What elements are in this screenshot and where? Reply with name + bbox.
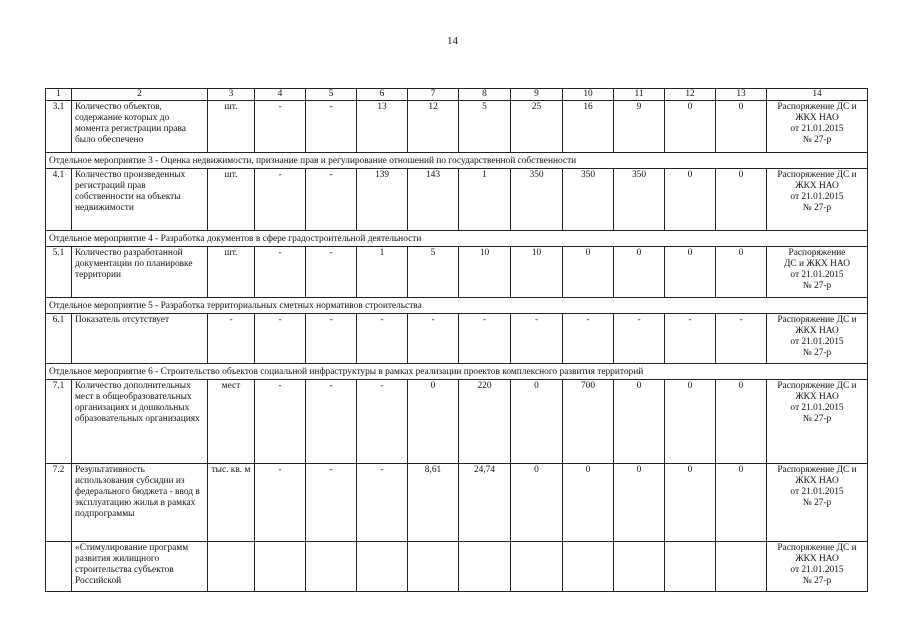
- value-cell: 143: [408, 169, 459, 231]
- value-cell: 700: [563, 380, 614, 464]
- value-cell: 10: [459, 247, 511, 298]
- row-number: 3.1: [46, 101, 72, 153]
- basis-line: № 27-р: [802, 414, 832, 424]
- value-cell: -: [306, 169, 357, 231]
- value-cell: -: [306, 464, 357, 542]
- value-cell: -: [614, 314, 665, 364]
- value-cell: 9: [614, 101, 665, 153]
- basis-line: № 27-р: [802, 498, 832, 508]
- basis-cell: [767, 101, 868, 153]
- basis-line: от 21.01.2015: [790, 403, 844, 413]
- value-cell: -: [306, 101, 357, 153]
- value-cell: 0: [716, 247, 767, 298]
- unit-cell: шт.: [208, 101, 255, 153]
- unit-cell: шт.: [208, 247, 255, 298]
- column-header: 5: [306, 89, 357, 101]
- value-cell: -: [306, 380, 357, 464]
- column-header: 7: [408, 89, 459, 101]
- value-cell: [357, 542, 408, 592]
- value-cell: 0: [511, 464, 563, 542]
- value-cell: [511, 542, 563, 592]
- basis-cell: [767, 542, 868, 592]
- column-header: 1: [46, 89, 72, 101]
- basis-line: от 21.01.2015: [790, 124, 844, 134]
- basis-line: от 21.01.2015: [790, 565, 844, 575]
- indicator-name: «Стимулирование программ развития жилищного строительства субъектов Российской: [72, 542, 208, 592]
- basis-line: Распоряжение: [788, 248, 846, 258]
- table-header-row: [46, 89, 868, 101]
- unit-cell: [208, 542, 255, 592]
- value-cell: 139: [357, 169, 408, 231]
- value-cell: [716, 542, 767, 592]
- basis-line: Распоряжение ДС и: [777, 543, 857, 553]
- table-row: [46, 464, 868, 542]
- value-cell: [665, 542, 716, 592]
- basis-line: от 21.01.2015: [790, 270, 844, 280]
- unit-cell: шт.: [208, 169, 255, 231]
- basis-line: от 21.01.2015: [790, 487, 844, 497]
- value-cell: 0: [563, 247, 614, 298]
- indicator-name: Показатель отсутствует: [72, 314, 208, 364]
- section-title: Отдельное мероприятие 6 - Строительство объектов социальной инфраструктуры в рамках реализации проектов комплексного развития территорий: [46, 364, 868, 380]
- section-row: [46, 153, 868, 169]
- table-row: [46, 380, 868, 464]
- column-header: 4: [255, 89, 306, 101]
- unit-cell: мест: [208, 380, 255, 464]
- basis-line: ДС и ЖКХ НАО: [784, 259, 850, 269]
- basis-line: от 21.01.2015: [790, 192, 844, 202]
- value-cell: 0: [665, 247, 716, 298]
- column-header: 3: [208, 89, 255, 101]
- unit-cell: тыс. кв. м: [208, 464, 255, 542]
- column-header: 11: [614, 89, 665, 101]
- value-cell: [306, 542, 357, 592]
- value-cell: 10: [511, 247, 563, 298]
- indicator-name: Результативность использования субсидии из федерального бюджета - ввод в эксплуатацию жилья в рамках подпрограммы: [72, 464, 208, 542]
- value-cell: -: [357, 464, 408, 542]
- value-cell: -: [306, 247, 357, 298]
- table-row: [46, 314, 868, 364]
- value-cell: 0: [408, 380, 459, 464]
- basis-line: Распоряжение ДС и: [777, 102, 857, 112]
- value-cell: 24,74: [459, 464, 511, 542]
- value-cell: 0: [716, 464, 767, 542]
- indicators-table: [45, 88, 868, 592]
- section-row: [46, 364, 868, 380]
- value-cell: -: [306, 314, 357, 364]
- basis-line: ЖКХ НАО: [795, 113, 839, 123]
- page-number: 14: [447, 35, 458, 47]
- value-cell: -: [511, 314, 563, 364]
- indicator-name: Количество произведенных регистраций прав собственности на объекты недвижимости: [72, 169, 208, 231]
- value-cell: 350: [563, 169, 614, 231]
- value-cell: -: [357, 380, 408, 464]
- row-number: [46, 542, 72, 592]
- table-row: [46, 169, 868, 231]
- value-cell: 0: [716, 380, 767, 464]
- value-cell: 0: [614, 247, 665, 298]
- value-cell: -: [255, 380, 306, 464]
- basis-cell: [767, 380, 868, 464]
- value-cell: 0: [614, 380, 665, 464]
- column-header: 8: [459, 89, 511, 101]
- value-cell: [614, 542, 665, 592]
- section-row: [46, 231, 868, 247]
- value-cell: 0: [665, 380, 716, 464]
- basis-line: ЖКХ НАО: [795, 554, 839, 564]
- column-header: 14: [767, 89, 868, 101]
- indicator-name: Количество дополнительных мест в общеобразовательных организациях и дошкольных образовательных организациях: [72, 380, 208, 464]
- value-cell: -: [255, 101, 306, 153]
- value-cell: 12: [408, 101, 459, 153]
- basis-line: № 27-р: [802, 203, 832, 213]
- basis-line: Распоряжение ДС и: [777, 170, 857, 180]
- section-title: Отдельное мероприятие 4 - Разработка документов в сфере градостроительной деятельности: [46, 231, 868, 247]
- column-header: 6: [357, 89, 408, 101]
- basis-line: № 27-р: [802, 348, 832, 358]
- value-cell: [255, 542, 306, 592]
- row-number: 7.1: [46, 380, 72, 464]
- section-title: Отдельное мероприятие 5 - Разработка территориальных сметных нормативов строительства: [46, 298, 868, 314]
- value-cell: -: [255, 169, 306, 231]
- indicator-name: Количество объектов, содержание которых до момента регистрации права было обеспечено: [72, 101, 208, 153]
- value-cell: -: [459, 314, 511, 364]
- row-number: 5.1: [46, 247, 72, 298]
- basis-line: № 27-р: [802, 576, 832, 586]
- table-row: [46, 101, 868, 153]
- row-number: 7.2: [46, 464, 72, 542]
- value-cell: 0: [614, 464, 665, 542]
- indicator-name: Количество разработанной документации по планировке территории: [72, 247, 208, 298]
- row-number: 4.1: [46, 169, 72, 231]
- column-header: 13: [716, 89, 767, 101]
- value-cell: 5: [459, 101, 511, 153]
- section-row: [46, 298, 868, 314]
- basis-line: Распоряжение ДС и: [777, 315, 857, 325]
- basis-line: ЖКХ НАО: [795, 392, 839, 402]
- basis-line: № 27-р: [802, 135, 832, 145]
- basis-line: Распоряжение ДС и: [777, 381, 857, 391]
- column-header: 12: [665, 89, 716, 101]
- value-cell: -: [408, 314, 459, 364]
- basis-cell: [767, 169, 868, 231]
- basis-line: ЖКХ НАО: [795, 476, 839, 486]
- value-cell: 0: [665, 169, 716, 231]
- basis-line: ЖКХ НАО: [795, 181, 839, 191]
- row-number: 6.1: [46, 314, 72, 364]
- basis-line: от 21.01.2015: [790, 337, 844, 347]
- value-cell: 0: [511, 380, 563, 464]
- value-cell: -: [563, 314, 614, 364]
- value-cell: 350: [511, 169, 563, 231]
- value-cell: [563, 542, 614, 592]
- basis-cell: [767, 247, 868, 298]
- value-cell: 0: [716, 169, 767, 231]
- column-header: 10: [563, 89, 614, 101]
- value-cell: 0: [665, 101, 716, 153]
- value-cell: 0: [563, 464, 614, 542]
- value-cell: -: [357, 314, 408, 364]
- value-cell: 25: [511, 101, 563, 153]
- section-title: Отдельное мероприятие 3 - Оценка недвижимости, признание прав и регулирование отношений по государственной собственности: [46, 153, 868, 169]
- value-cell: 350: [614, 169, 665, 231]
- value-cell: 220: [459, 380, 511, 464]
- basis-line: № 27-р: [802, 281, 832, 291]
- value-cell: 13: [357, 101, 408, 153]
- value-cell: 1: [357, 247, 408, 298]
- value-cell: 8,61: [408, 464, 459, 542]
- value-cell: 5: [408, 247, 459, 298]
- basis-cell: [767, 314, 868, 364]
- value-cell: 0: [716, 101, 767, 153]
- value-cell: -: [665, 314, 716, 364]
- basis-line: ЖКХ НАО: [795, 326, 839, 336]
- value-cell: 0: [665, 464, 716, 542]
- value-cell: [459, 542, 511, 592]
- column-header: 2: [72, 89, 208, 101]
- value-cell: [408, 542, 459, 592]
- table-row: [46, 247, 868, 298]
- basis-cell: [767, 464, 868, 542]
- value-cell: -: [255, 247, 306, 298]
- value-cell: 16: [563, 101, 614, 153]
- value-cell: -: [255, 314, 306, 364]
- table-row: [46, 542, 868, 592]
- unit-cell: -: [208, 314, 255, 364]
- value-cell: -: [255, 464, 306, 542]
- basis-line: Распоряжение ДС и: [777, 465, 857, 475]
- column-header: 9: [511, 89, 563, 101]
- value-cell: -: [716, 314, 767, 364]
- value-cell: 1: [459, 169, 511, 231]
